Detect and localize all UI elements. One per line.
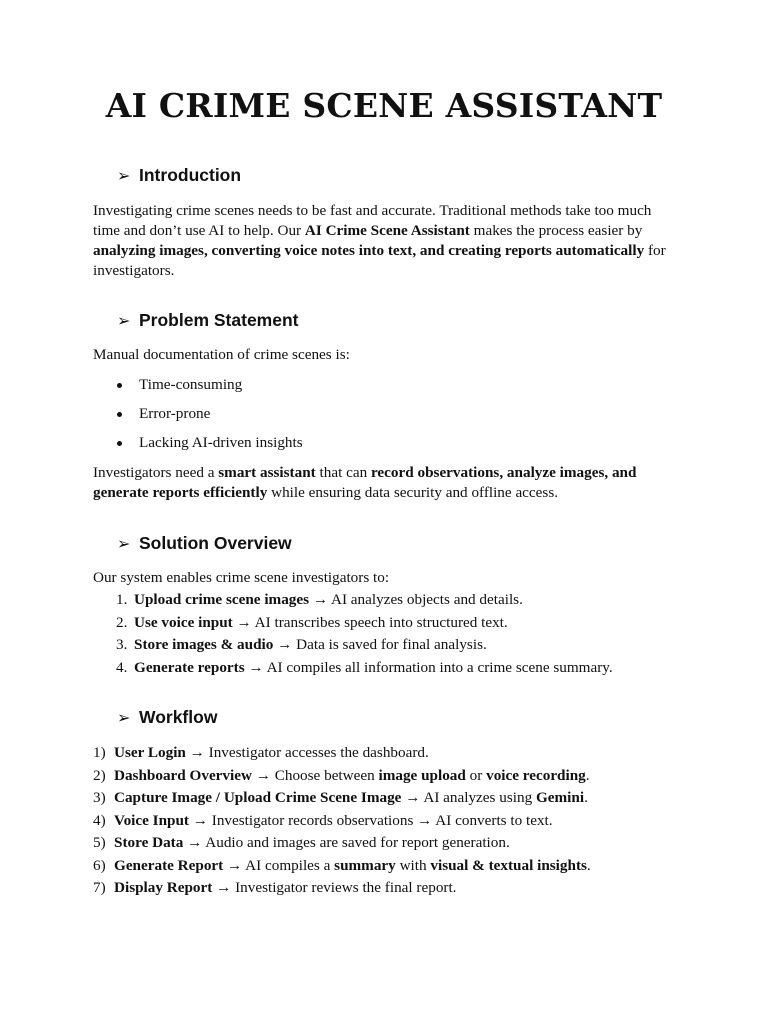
bold-run: image upload [378,766,466,784]
text-run: → AI compiles a [223,856,335,874]
heading-label: Workflow [139,707,218,727]
item-number: 4. [116,658,128,676]
intro-paragraph [93,201,673,281]
section-heading-workflow [117,707,217,728]
bold-run: Gemini [535,789,585,806]
text-run: → Data is saved for final analysis. [273,636,487,653]
item-number: 1. [116,591,128,608]
text-run: → AI compiles all information into a crime scene summary. [244,658,613,676]
bullet-dot-icon [117,441,122,446]
bold-run: Store images & audio [134,636,274,653]
section-heading-solution-overview [117,533,292,554]
list-item [93,765,591,788]
bullet-dot-icon [117,383,122,388]
text-run: Investigating crime scenes needs to be fast and accurate. Traditional methods take too much time and don’t use AI to help. Our [93,202,652,239]
text-run: → Audio and images are saved for report generation. [183,834,510,851]
item-number: 6) [93,856,106,874]
list-item [93,787,591,810]
arrow-bullet-icon: ➢ [117,167,131,185]
list-item [93,404,303,433]
item-number: 5) [93,834,106,851]
list-item [116,589,613,612]
bold-run: Upload crime scene images [134,591,310,608]
bold-run: Use voice input [134,613,233,631]
bullet-dot-icon [117,412,122,417]
text-run: makes the process easier by [469,222,643,239]
text-run: with [395,856,431,874]
text-run: → Investigator records observations → AI converts to text. [188,811,553,829]
list-item [93,855,591,878]
bold-run: Voice Input [114,811,189,829]
text-run: → AI analyzes objects and details. [309,591,523,608]
bold-run: summary [334,856,396,874]
heading-label: Introduction [139,165,242,185]
list-item [93,832,591,855]
list-item-text: Lacking AI-driven insights [139,434,303,451]
section-heading-problem-statement [117,310,298,331]
text-run: → Choose between [251,766,379,784]
section-heading-introduction [117,165,241,186]
item-number: 2. [116,613,128,631]
text-run: . [585,766,590,784]
solution-numbered-list [116,589,613,679]
list-item-text: Error-prone [139,405,211,422]
bold-run: User Login [114,744,186,761]
text-run: → AI analyzes using [401,789,536,806]
bold-run: Capture Image / Upload Crime Scene Image [114,789,402,806]
text-run: for investigators. [93,242,666,279]
problem-paragraph [93,463,673,503]
arrow-bullet-icon: ➢ [117,312,131,330]
text-run: → Investigator reviews the final report. [212,879,457,896]
text-run: . [584,789,588,806]
solution-lead: Our system enables crime scene investigators to: [93,569,390,586]
text-run: . [586,856,591,874]
bold-run: Generate reports [134,658,245,676]
bold-run: Display Report [114,879,213,896]
text-run: → Investigator accesses the dashboard. [185,744,429,761]
list-item [93,375,303,404]
bold-run: Dashboard Overview [114,766,252,784]
item-number: 4) [93,811,106,829]
list-item [93,742,591,765]
text-run: Investigators need a [93,464,219,481]
text-run: while ensuring data security and offline access. [267,484,559,501]
text-run: that can [315,464,371,481]
bold-run: analyzing images, converting voice notes into text, and creating reports automatically [93,242,645,259]
bold-run: record observations, analyze images, and generate reports efficiently [93,464,637,501]
workflow-numbered-list [93,742,591,900]
list-item [93,433,303,462]
document-title: AI CRIME SCENE ASSISTANT [105,86,663,125]
item-number: 1) [93,744,106,761]
problem-bullet-list [93,375,303,462]
bold-run: Store Data [114,834,184,851]
item-number: 7) [93,879,106,896]
list-item [93,877,591,900]
bold-run: visual & textual insights [430,856,587,874]
bold-run: Generate Report [114,856,224,874]
list-item [116,634,613,657]
item-number: 3. [116,636,128,653]
item-number: 2) [93,766,106,784]
list-item [116,612,613,635]
bold-run: smart assistant [218,464,316,481]
item-number: 3) [93,789,106,806]
list-item-text: Time-consuming [139,376,243,393]
heading-label: Problem Statement [139,310,299,330]
arrow-bullet-icon: ➢ [117,709,131,727]
text-run: → AI transcribes speech into structured text. [232,613,508,631]
list-item [116,657,613,680]
arrow-bullet-icon: ➢ [117,535,131,553]
list-item [93,810,591,833]
heading-label: Solution Overview [139,533,292,553]
bold-run: AI Crime Scene Assistant [304,222,470,239]
problem-lead: Manual documentation of crime scenes is: [93,346,350,363]
bold-run: voice recording [486,766,586,784]
text-run: or [465,766,487,784]
